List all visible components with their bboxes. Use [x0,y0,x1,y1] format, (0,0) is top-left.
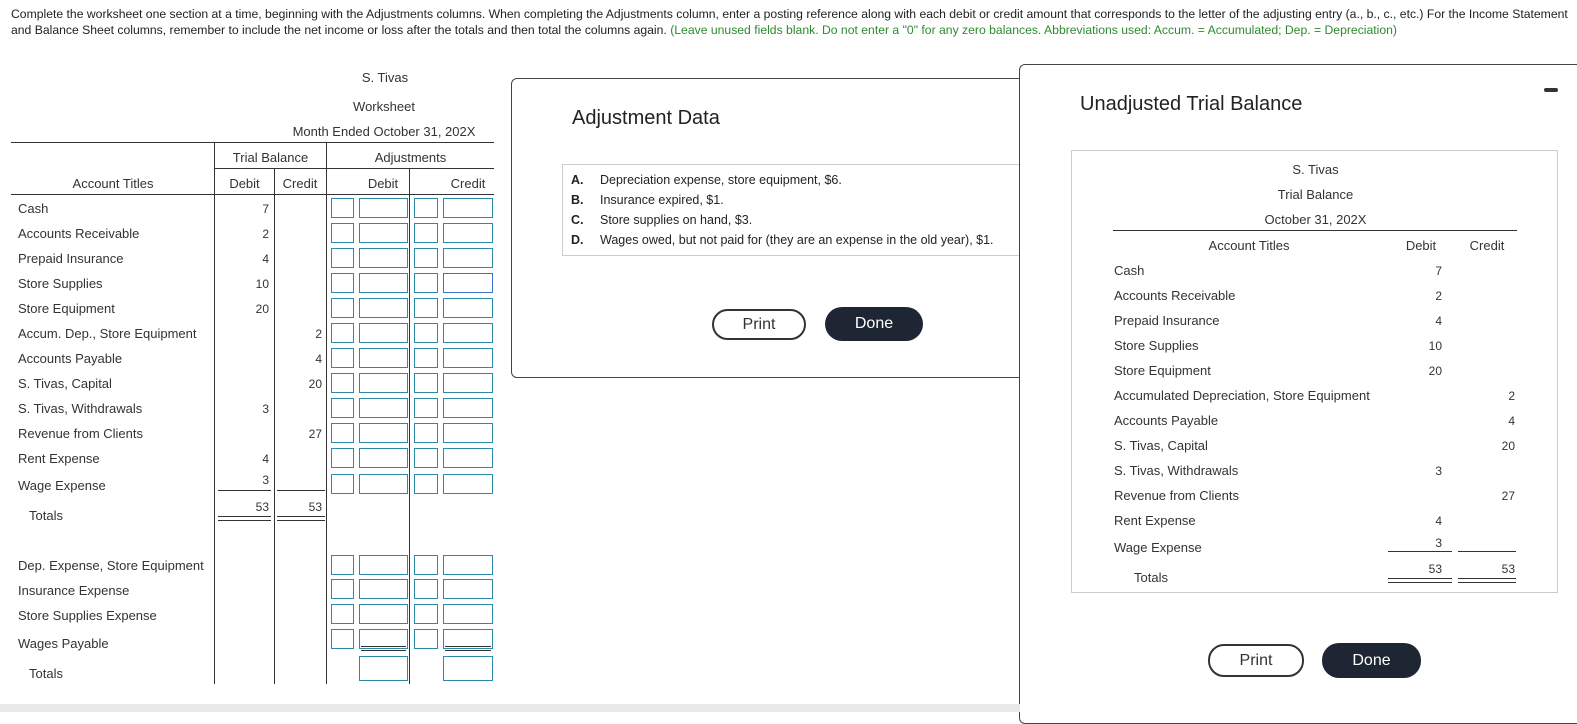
adj-row-9-debit-amount-input[interactable] [359,423,408,443]
print-button[interactable]: Print [712,309,806,340]
adj-row-2-credit-ref-input[interactable] [414,248,438,268]
tb-credit-value: 4 [1508,414,1515,428]
instructions-text: Complete the worksheet one section at a time, beginning with the Adjustments columns. When completing the Adjustments column, enter a posting reference along with each debit or credit amount that corresponds to the letter of the adjusting entry (a., b., c., etc.) For the Income Statement and Balance Sheet columns, remember to include the net income or loss after the totals and then total the columns again. [11,7,1568,37]
tb-debit-value: 3 [262,402,269,416]
worksheet-company: S. Tivas [361,70,409,85]
adjustment-letter: B. [571,193,584,207]
account-title: Rent Expense [18,451,100,466]
adjustment-list [562,164,1032,256]
adj-row-4-debit-ref-input[interactable] [331,298,354,318]
account-title: Accum. Dep., Store Equipment [18,326,197,341]
scrollbar-thumb[interactable] [1544,88,1558,92]
tb-credit-value: 4 [315,352,322,366]
tb-debit-total: 53 [255,500,269,514]
tb-credit-total-rule [1458,551,1516,552]
column-divider [409,169,410,684]
adjustment-item [571,193,724,207]
tb-debit-total-rule [1388,551,1452,552]
tb-debit-value: 4 [1435,314,1442,328]
adjustment-text: Depreciation expense, store equipment, $6. [600,173,842,187]
adj-row-2-debit-ref-input[interactable] [331,248,354,268]
adjustment-item [571,233,994,247]
column-divider [326,143,327,684]
account-title: Wages Payable [18,636,109,651]
adj-row-7-debit-ref-input[interactable] [331,373,354,393]
tb-debit-double-rule [218,516,271,521]
tb-debit-value: 4 [1435,514,1442,528]
extra-row-2-debit-ref-input[interactable] [331,604,354,624]
adj-row-8-credit-amount-input[interactable] [443,398,493,418]
tb-date: October 31, 202X [1264,212,1367,227]
account-title: Wage Expense [18,478,106,493]
adj-row-11-debit-ref-input[interactable] [331,474,354,494]
adjustment-letter: A. [571,173,584,187]
tb-debit-header: Debit [229,176,260,191]
tb-debit-value: 7 [262,202,269,216]
trial-balance-modal-title: Unadjusted Trial Balance [1080,93,1303,115]
trial-balance-table [1071,150,1558,593]
adj-row-10-credit-amount-input[interactable] [443,448,493,468]
totals-label: Totals [29,508,63,523]
extra-row-1-debit-amount-input[interactable] [359,579,408,599]
tb-debit-value: 2 [1435,289,1442,303]
account-title: Revenue from Clients [18,426,143,441]
adj-row-4-credit-ref-input[interactable] [414,298,438,318]
adj-row-0-credit-ref-input[interactable] [414,198,438,218]
tb-account-title: Revenue from Clients [1114,488,1239,503]
adj-row-1-credit-amount-input[interactable] [443,223,493,243]
unadjusted-trial-balance-modal [1019,64,1577,724]
tb-credit-total: 53 [1501,562,1515,576]
tb-debit-double-rule [1388,578,1452,583]
adj-row-0-debit-ref-input[interactable] [331,198,354,218]
tb-credit-value: 20 [1501,439,1515,453]
tb-credit-header: Credit [1469,238,1505,253]
adj-row-3-debit-amount-input[interactable] [359,273,408,293]
adj-row-5-debit-amount-input[interactable] [359,323,408,343]
adj-row-10-debit-ref-input[interactable] [331,448,354,468]
tb-debit-value: 2 [262,227,269,241]
adj-row-6-debit-amount-input[interactable] [359,348,408,368]
tb-debit-value: 10 [1428,339,1442,353]
tb-debit-value: 7 [1435,264,1442,278]
tb-account-title: Wage Expense [1114,540,1202,555]
adj-row-6-debit-ref-input[interactable] [331,348,354,368]
adj-row-7-credit-ref-input[interactable] [414,373,438,393]
tb-report-name: Trial Balance [1277,187,1354,202]
adj-row-6-credit-amount-input[interactable] [443,348,493,368]
account-title: Prepaid Insurance [18,251,124,266]
adjustment-data-title: Adjustment Data [572,107,720,129]
adj-row-4-credit-amount-input[interactable] [443,298,493,318]
extra-row-0-debit-amount-input[interactable] [359,555,408,575]
tb-credit-value: 27 [308,427,322,441]
account-title: Cash [18,201,49,216]
extra-row-0-credit-amount-input[interactable] [443,555,493,575]
tb-company: S. Tivas [1292,162,1339,177]
adj-row-10-credit-ref-input[interactable] [414,448,438,468]
tb-credit-total: 53 [308,500,322,514]
tb-credit-value: 2 [1508,389,1515,403]
tb-account-title: Prepaid Insurance [1114,313,1220,328]
extra-row-3-debit-ref-input[interactable] [331,629,354,649]
extra-row-1-credit-ref-input[interactable] [414,579,438,599]
instructions [11,6,1571,38]
trial-balance-group-header: Trial Balance [232,150,309,165]
account-title: Accounts Receivable [18,226,140,241]
adj-row-2-debit-amount-input[interactable] [359,248,408,268]
column-divider [274,169,275,684]
adj-row-11-debit-amount-input[interactable] [359,474,408,494]
tb-account-title: Store Supplies [1114,338,1199,353]
extra-row-2-debit-amount-input[interactable] [359,604,408,624]
tb-debit-value: 3 [262,473,269,487]
account-titles-header: Account Titles [72,176,154,191]
adj-row-9-debit-ref-input[interactable] [331,423,354,443]
instructions-note: (Leave unused fields blank. Do not enter a "0" for any zero balances. Abbreviations used: Accum. = Accumulated; Dep. = Depreciation) [670,23,1397,37]
extra-row-2-credit-ref-input[interactable] [414,604,438,624]
tb-account-title: Accounts Receivable [1114,288,1236,303]
extra-row-1-debit-ref-input[interactable] [331,579,354,599]
account-title: S. Tivas, Withdrawals [18,401,143,416]
account-title: Accounts Payable [18,351,123,366]
adjustment-text: Wages owed, but not paid for (they are an expense in the old year), $1. [600,233,994,247]
column-header-rule [11,194,494,195]
adj-row-0-debit-amount-input[interactable] [359,198,408,218]
tb-debit-value: 4 [262,452,269,466]
tb-debit-value: 10 [255,277,269,291]
tb-debit-value: 3 [1435,464,1442,478]
group-rule [215,168,494,169]
tb-credit-value: 27 [1501,489,1515,503]
account-title: Store Equipment [18,301,115,316]
adj-row-1-credit-ref-input[interactable] [414,223,438,243]
header-rule [11,142,494,143]
adj-row-8-credit-ref-input[interactable] [414,398,438,418]
tb-credit-double-rule [1458,578,1516,583]
tb-account-title: Cash [1114,263,1145,278]
adj-row-9-credit-amount-input[interactable] [443,423,493,443]
tb-debit-value: 20 [255,302,269,316]
tb-account-title: Store Equipment [1114,363,1211,378]
extra-row-1-credit-amount-input[interactable] [443,579,493,599]
tb-totals-label: Totals [1134,570,1168,585]
adj-row-11-credit-amount-input[interactable] [443,474,493,494]
tb-header-rule [1113,230,1517,231]
tb-account-title: S. Tivas, Withdrawals [1114,463,1239,478]
account-title: S. Tivas, Capital [18,376,112,391]
adj-row-0-credit-amount-input[interactable] [443,198,493,218]
adj-row-3-debit-ref-input[interactable] [331,273,354,293]
adjustment-text: Store supplies on hand, $3. [600,213,753,227]
adjustment-text: Insurance expired, $1. [600,193,724,207]
adj-row-11-credit-ref-input[interactable] [414,474,438,494]
adj-row-10-debit-amount-input[interactable] [359,448,408,468]
extra-row-0-credit-ref-input[interactable] [414,555,438,575]
adj-row-1-debit-amount-input[interactable] [359,223,408,243]
tb-debit-value: 4 [262,252,269,266]
adj-row-6-credit-ref-input[interactable] [414,348,438,368]
adj-debit-total-input[interactable] [359,656,408,681]
column-divider [214,143,215,684]
tb-account-title: Rent Expense [1114,513,1196,528]
tb-account-title: Accounts Payable [1114,413,1219,428]
adj-row-7-credit-amount-input[interactable] [443,373,493,393]
account-title: Dep. Expense, Store Equipment [18,558,204,573]
adj-credit-total-rule [445,646,491,651]
adj-credit-header: Credit [450,176,486,191]
adjustment-letter: C. [571,213,584,227]
tb-debit-value: 20 [1428,364,1442,378]
adj-row-9-credit-ref-input[interactable] [414,423,438,443]
horizontal-scrollbar[interactable] [0,704,1020,712]
account-title: Store Supplies Expense [18,608,157,623]
adj-row-3-credit-ref-input[interactable] [414,273,438,293]
print-button[interactable]: Print [1208,644,1304,677]
tb-credit-value: 2 [315,327,322,341]
extra-row-3-credit-ref-input[interactable] [414,629,438,649]
adjustment-item [571,213,752,227]
extra-row-2-credit-amount-input[interactable] [443,604,493,624]
adjustment-item [571,173,842,187]
adj-row-4-debit-amount-input[interactable] [359,298,408,318]
worksheet-title: Worksheet [353,99,415,114]
account-title: Store Supplies [18,276,103,291]
tb-credit-value: 20 [308,377,322,391]
adjustment-letter: D. [571,233,584,247]
tb-debit-value: 3 [1435,536,1442,550]
worksheet-period: Month Ended October 31, 202X [292,124,476,139]
tb-credit-double-rule [277,516,325,521]
adj-row-5-credit-ref-input[interactable] [414,323,438,343]
tb-account-title: S. Tivas, Capital [1114,438,1208,453]
adjustment-data-modal [511,78,1051,378]
extra-row-0-debit-ref-input[interactable] [331,555,354,575]
adj-row-5-credit-amount-input[interactable] [443,323,493,343]
adj-row-8-debit-amount-input[interactable] [359,398,408,418]
adj-row-1-debit-ref-input[interactable] [331,223,354,243]
adj-row-5-debit-ref-input[interactable] [331,323,354,343]
adj-row-3-credit-amount-input[interactable] [443,273,493,293]
adj-row-2-credit-amount-input[interactable] [443,248,493,268]
done-button[interactable]: Done [1322,643,1421,678]
adj-row-7-debit-amount-input[interactable] [359,373,408,393]
adj-row-8-debit-ref-input[interactable] [331,398,354,418]
account-title: Insurance Expense [18,583,130,598]
tb-debit-total: 53 [1428,562,1442,576]
adj-credit-total-input[interactable] [443,656,493,681]
tb-credit-total-rule [277,490,325,491]
tb-account-title: Accumulated Depreciation, Store Equipment [1114,388,1370,403]
tb-debit-header: Debit [1405,238,1437,253]
adjustments-totals-label: Totals [29,666,63,681]
adj-debit-header: Debit [367,176,399,191]
done-button[interactable]: Done [825,307,923,341]
adj-debit-total-rule [361,646,406,651]
adjustments-group-header: Adjustments [374,150,447,165]
tb-credit-header: Credit [282,176,318,191]
tb-account-titles-header: Account Titles [1208,238,1290,253]
tb-debit-total-rule [218,490,271,491]
